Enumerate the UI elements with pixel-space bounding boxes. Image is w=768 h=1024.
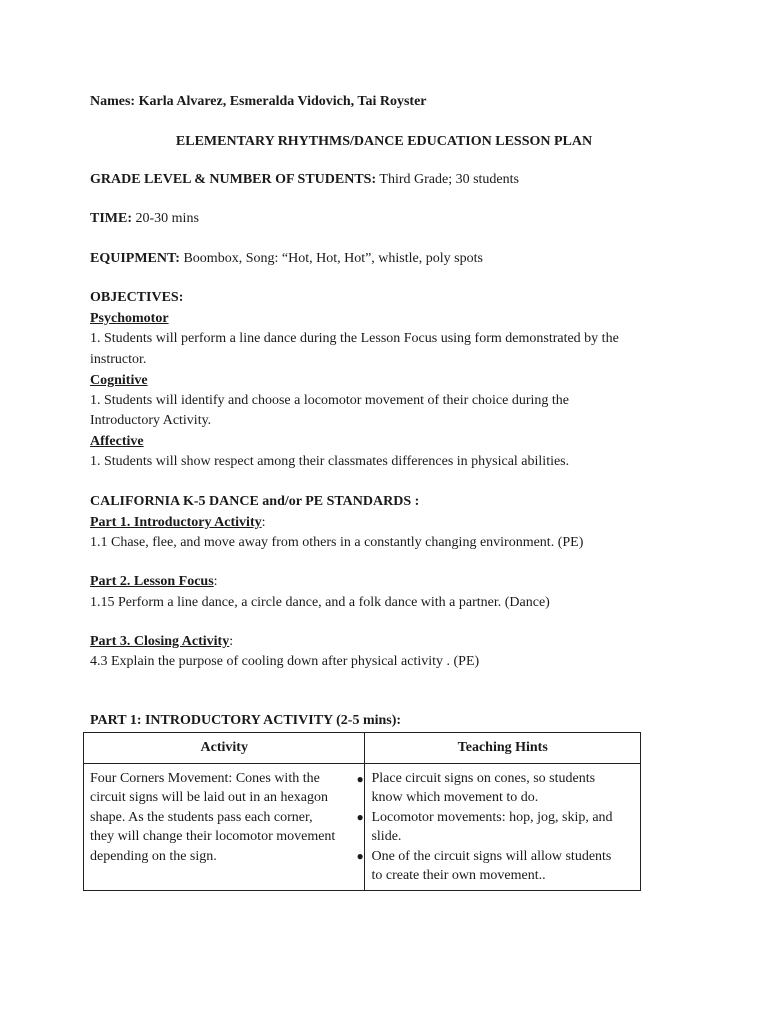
activity-line-3: shape. As the students pass each corner, (90, 809, 313, 825)
cognitive-text-2: Introductory Activity. (90, 413, 212, 428)
grade-value: Third Grade; 30 students (379, 172, 519, 187)
names-line (90, 92, 427, 112)
activity-column-header: Activity (84, 733, 365, 764)
time-line (90, 209, 199, 229)
bullet-icon: ● (356, 772, 364, 786)
psychomotor-text-1: 1. Students will perform a line dance during the Lesson Focus using form demonstrated by the (90, 331, 619, 346)
affective-label: Affective (90, 434, 144, 449)
part2-standard-label: Part 2. Lesson Focus (90, 574, 214, 589)
activity-line-4: they will change their locomotor movement (90, 829, 336, 845)
hint-line-1: Place circuit signs on cones, so students (371, 771, 596, 786)
cognitive-text-1: 1. Students will identify and choose a locomotor movement of their choice during the (90, 393, 570, 408)
psychomotor-text-2: instructor. (90, 352, 147, 367)
grade-line (90, 170, 519, 190)
activity-cell (84, 764, 365, 891)
activity-line-1: Four Corners Movement: Cones with the (90, 771, 320, 786)
part2-standard-text: 1.15 Perform a line dance, a circle dance, and a folk dance with a partner. (Dance) (90, 595, 550, 610)
part2-colon: : (213, 574, 218, 589)
part1-standard-label-line (90, 513, 266, 533)
objectives-heading: OBJECTIVES: (90, 290, 184, 305)
names-value: Karla Alvarez, Esmeralda Vidovich, Tai Royster (138, 94, 427, 109)
part1-standard-text: 1.1 Chase, flee, and move away from others in a constantly changing environment. (PE) (90, 535, 584, 550)
hint-line-2: know which movement to do. (371, 790, 539, 806)
equipment-line (90, 249, 483, 269)
time-label: TIME: (90, 211, 132, 226)
equipment-value: Boombox, Song: “Hot, Hot, Hot”, whistle, poly spots (183, 251, 483, 266)
psychomotor-label: Psychomotor (90, 311, 169, 326)
affective-text-1: 1. Students will show respect among their classmates differences in physical abilities. (90, 454, 570, 469)
part3-standard-label-line (90, 632, 233, 652)
intro-activity-heading: PART 1: INTRODUCTORY ACTIVITY (2-5 mins): (90, 713, 402, 728)
document-title: ELEMENTARY RHYTHMS/DANCE EDUCATION LESSON PLAN (175, 134, 593, 149)
hint-line-5: One of the circuit signs will allow students (371, 848, 612, 864)
part3-standard-text: 4.3 Explain the purpose of cooling down after physical activity . (PE) (90, 654, 480, 669)
standards-heading: CALIFORNIA K-5 DANCE and/or PE STANDARDS : (90, 494, 420, 509)
part1-colon: : (261, 515, 266, 530)
intro-activity-table (83, 732, 641, 891)
names-label: Names: (90, 94, 136, 109)
cognitive-label: Cognitive (90, 373, 148, 388)
activity-line-5: depending on the sign. (90, 848, 217, 864)
part3-standard-label: Part 3. Closing Activity (90, 634, 230, 649)
table-row (84, 764, 641, 891)
table-header-row (84, 733, 641, 764)
part1-standard-label: Part 1. Introductory Activity (90, 515, 262, 530)
equipment-label: EQUIPMENT: (90, 251, 180, 266)
grade-label: GRADE LEVEL & NUMBER OF STUDENTS: (90, 172, 377, 187)
time-value: 20-30 mins (135, 211, 199, 226)
hints-column-header: Teaching Hints (365, 733, 641, 764)
hint-line-6: to create their own movement.. (371, 868, 546, 884)
hint-line-4: slide. (371, 829, 402, 845)
bullet-icon: ● (356, 810, 364, 824)
hint-line-3: Locomotor movements: hop, jog, skip, and (371, 809, 613, 825)
activity-line-2: circuit signs will be laid out in an hexagon (90, 790, 328, 806)
hints-cell (365, 764, 641, 891)
part2-standard-label-line (90, 572, 218, 592)
part3-colon: : (229, 634, 234, 649)
bullet-icon: ● (356, 849, 364, 863)
